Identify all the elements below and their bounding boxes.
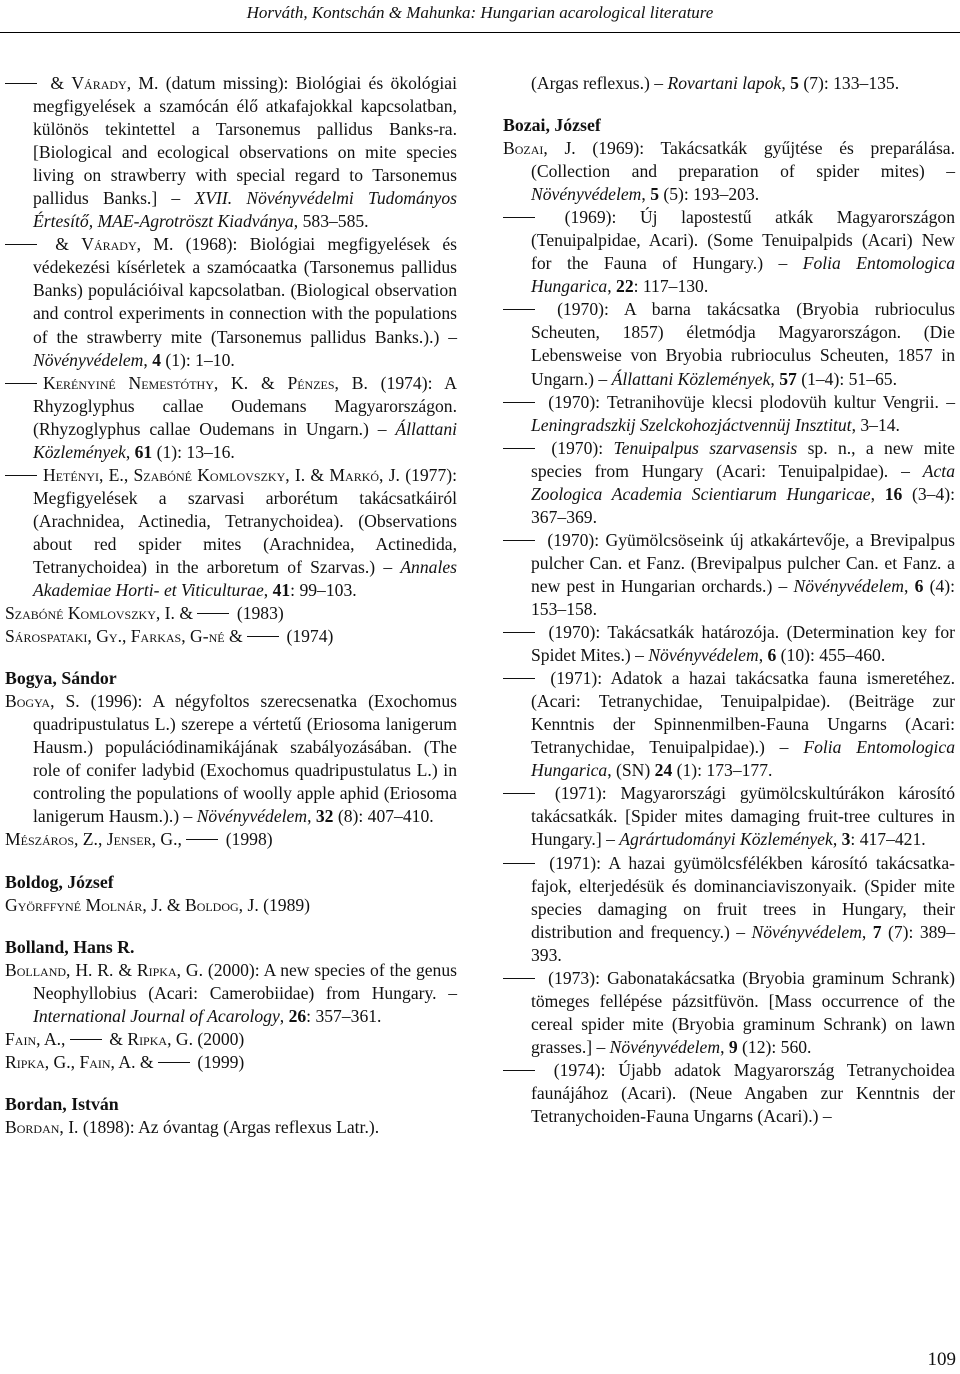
- reference-entry: (1971): A hazai gyümölcsfélékben károsító takácsatka-fajok, elterjedésük és dominanciaviszonyaik. (Spider mite species damaging on fruit trees in Hungary, their distribution and frequency.) – Növényvédelem, 7 (7): 389–393.: [503, 852, 955, 967]
- ditto-dash: [503, 863, 535, 864]
- right-column: [503, 72, 955, 1128]
- reference-entry: Kerényiné Nemestóthy, K. & Pénzes, B. (1974): A Rhyzoglyphus callae Oudemans Magyarországon. (Rhyzoglyphus callae Oudemans in Ungarn.) – Állattani Közlemények, 61 (1): 13–16.: [5, 372, 457, 464]
- ditto-dash: [503, 217, 535, 218]
- reference-entry: (1971): Adatok a hazai takácsatka fauna ismeretéhez. (Acari: Tetranychidae, Tenuipalpidae). (Beiträge zur Kenntnis der Spinnenmilben-Fauna Ungarns (Acari: Tetranychidae, Tenuipalpidae).) – Folia Entomologica Hungarica, (SN) 24 (1): 173–177.: [503, 667, 955, 782]
- reference-entry: (1974): Újabb adatok Magyarország Tetranychoidea faunájához (Acari). (Neue Angaben zur Kenntnis der Tetranychoiden-Fauna Ungarns (Acari).) –: [503, 1059, 955, 1128]
- reference-entry: & Várady, M. (datum missing): Biológiai és ökológiai megfigyelések a szamócán élő atkafajokkal kapcsolatban, különös tekintettel a Tarsonemus pallidus Banks-ra. [Biological and ecological observations on mite species living on strawberry with special regard to Tarsonemus pallidus Banks.] – XVII. Növényvédelmi Tudományos Értesítő, MAE-Agrotröszt Kiadványa, 583–585.: [5, 72, 457, 233]
- ditto-dash: [197, 613, 229, 614]
- page-number: 109: [927, 1349, 956, 1370]
- ditto-dash: [503, 632, 535, 633]
- reference-entry: (1971): Magyarországi gyümölcskultúrákon károsító takácsatkák. [Spider mites damaging fruit-tree cultures in Hungary.] – Agrártudományi Közlemények, 3: 417–421.: [503, 782, 955, 851]
- reference-entry: (1973): Gabonatakácsatka (Bryobia graminum Schrank) tömeges fellépése pázsitfüvön. [Mass occurrence of the cereal spider mite (Bryobia graminum Schrank) on lawn grasses.] – Növényvédelem, 9 (12): 560.: [503, 967, 955, 1059]
- reference-continuation: (Argas reflexus.) – Rovartani lapok, 5 (7): 133–135.: [531, 73, 900, 93]
- ditto-dash: [186, 839, 218, 840]
- author-heading: Bordan, István: [5, 1093, 119, 1114]
- author-heading: Boldog, József: [5, 871, 114, 892]
- author-heading: Bogya, Sándor: [5, 668, 117, 689]
- reference-entry: (1970): Gyümölcsöseink új atkakártevője, a Brevipalpus pulcher Can. et Fanz. (Brevipalpus pulcher Can. et Fanz. a new pest in Hungarian orchards.) – Növényvédelem, 6 (4): 153–158.: [503, 529, 955, 621]
- reference-entry: (1970): Takácsatkák határozója. (Determination key for Spidet Mites.) – Növényvédelem, 6 (10): 455–460.: [503, 621, 955, 667]
- cross-reference: Sárospataki, Gy., Farkas, G-né & (1974): [5, 626, 334, 647]
- running-header: Horváth, Kontschán & Mahunka: Hungarian acarological literature: [246, 3, 714, 22]
- ditto-dash: [247, 636, 279, 637]
- ditto-dash: [503, 678, 535, 679]
- reference-entry: Bordan, I. (1898): Az óvantag (Argas reflexus Latr.).: [5, 1116, 380, 1137]
- ditto-dash: [503, 793, 535, 794]
- ditto-dash: [503, 309, 535, 310]
- ditto-dash: [503, 1070, 535, 1071]
- cross-reference: Györffyné Molnár, J. & Boldog, J. (1989): [5, 894, 311, 915]
- ditto-dash: [503, 978, 535, 979]
- ditto-dash: [503, 540, 535, 541]
- reference-entry: Bozai, J. (1969): Takácsatkák gyűjtése és preparálása. (Collection and preparation of spider mites) – Növényvédelem, 5 (5): 193–203.: [503, 138, 956, 205]
- header-rule: [0, 32, 960, 33]
- ditto-dash: [5, 244, 37, 245]
- ditto-dash: [503, 402, 535, 403]
- ditto-dash: [70, 1039, 102, 1040]
- reference-entry: Hetényi, E., Szabóné Komlovszky, I. & Markó, J. (1977): Megfigyelések a szarvasi arborétum takácsatkáiról (Arachnidea, Actinedia, Tetranychoidea). (Observations about red spider mites (Arachnidea, Actinedida, Tetranychoidea) in the arboretum of Szarvas.) – Annales Akademiae Horti- et Viticulturae, 41: 99–103.: [5, 464, 457, 602]
- cross-reference: Szabóné Komlovszky, I. & (1983): [5, 603, 284, 624]
- reference-entry: Bolland, H. R. & Ripka, G. (2000): A new species of the genus Neophyllobius (Acari: Camerobiidae) from Hungary. – International Journal of Acarology, 26: 357–361.: [5, 959, 458, 1026]
- ditto-dash: [5, 83, 37, 84]
- reference-entry: (1970): A barna takácsatka (Bryobia rubrioculus Scheuten, 1857) életmódja Magyarországon. (Die Lebensweise von Bryobia rubrioculus Scheuten, 1857 in Ungarn.) – Állattani Közlemények, 57 (1–4): 51–65.: [503, 298, 955, 390]
- reference-entry: (1969): Új lapostestű atkák Magyarországon (Tenuipalpidae, Acari). (Some Tenuipalpids (Acari) New for the Fauna of Hungary.) – Folia Entomologica Hungarica, 22: 117–130.: [503, 206, 955, 298]
- ditto-dash: [158, 1062, 190, 1063]
- ditto-dash: [503, 448, 535, 449]
- cross-reference: Mészáros, Z., Jenser, G., (1998): [5, 829, 273, 850]
- cross-reference: Fain, A., & Ripka, G. (2000): [5, 1028, 245, 1049]
- left-column: [5, 72, 457, 1139]
- ditto-dash: [5, 383, 37, 384]
- cross-reference: Ripka, G., Fain, A. & (1999): [5, 1051, 245, 1072]
- ditto-dash: [5, 475, 37, 476]
- author-heading: Bolland, Hans R.: [5, 936, 135, 957]
- reference-entry: & Várady, M. (1968): Biológiai megfigyelések és védekezési kísérletek a szamócaatka (Tarsonemus pallidus Banks) populációival kapcsolatban. (Biological observation and control experiments in connection with the populations of the strawberry mite (Tarsonemus pallidus Banks.).) – Növényvédelem, 4 (1): 1–10.: [5, 233, 457, 371]
- author-heading: Bozai, József: [503, 115, 601, 136]
- reference-entry: (1970): Tenuipalpus szarvasensis sp. n., a new mite species from Hungary (Acari: Tenuipalpidae). – Acta Zoologica Academia Scientiarum Hungaricae, 16 (3–4): 367–369.: [503, 437, 955, 529]
- reference-entry: Bogya, S. (1996): A négyfoltos szerecsenatka (Exochomus quadripustulatus L.) szerepe a vértetű (Eriosoma lanigerum Hausm.) populációdinamikájának szabályozásában. (The role of conifer ladybid (Exochomus quadripustulatus L.) in controling the populations of woolly apple aphid (Eriosoma lanigerum Hausm.).) – Növényvédelem, 32 (8): 407–410.: [5, 691, 457, 827]
- reference-entry: (1970): Tetranihovüje klecsi plodovüh kultur Vengrii. – Leningradszkij Szelckohozjáctvennüj Insztitut, 3–14.: [503, 391, 955, 437]
